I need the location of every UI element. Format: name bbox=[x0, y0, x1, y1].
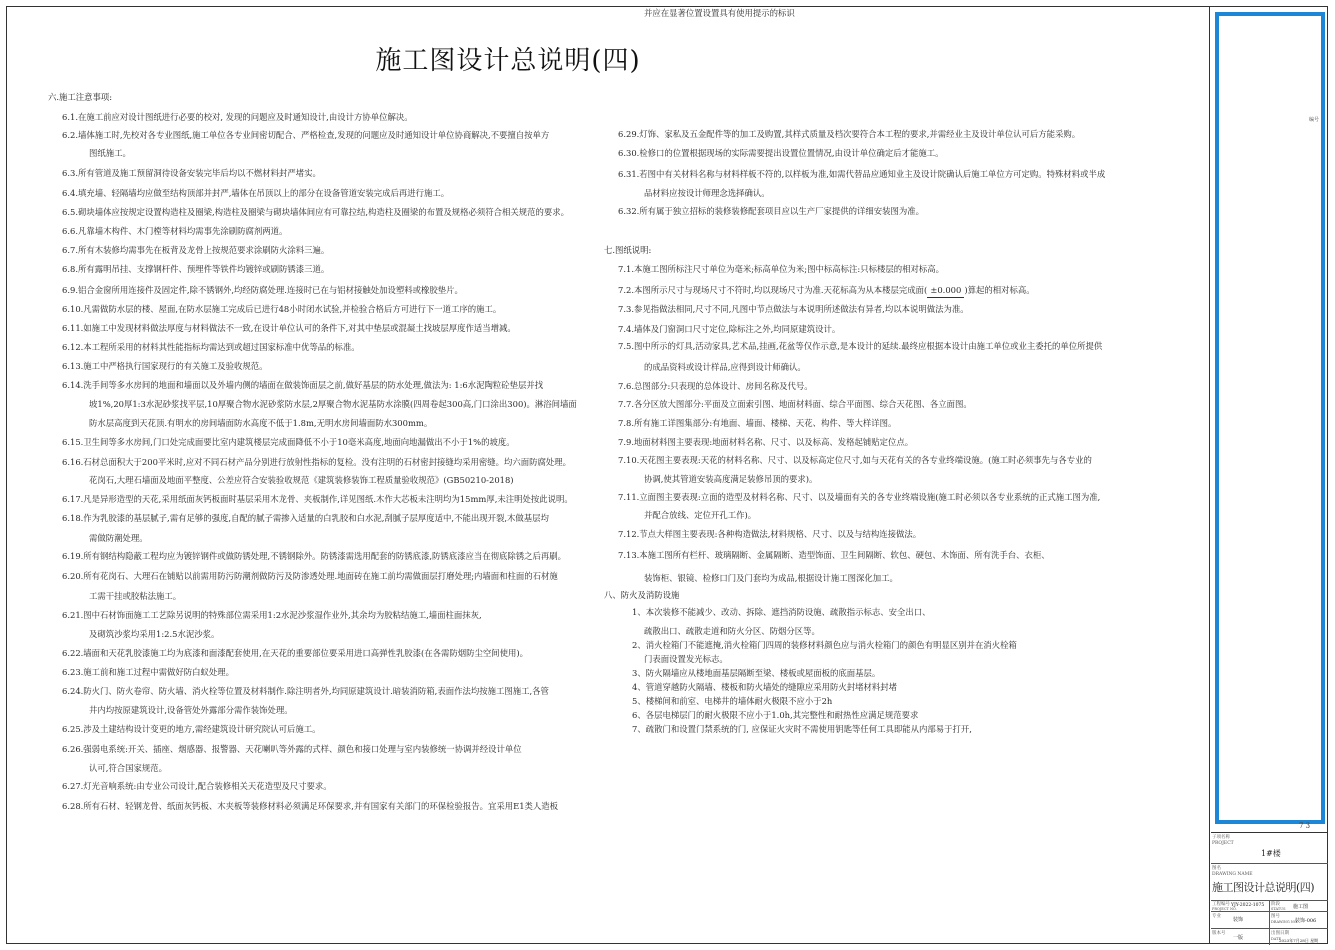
note-item: 6.27.灯光音响系统:由专业公司设计,配合装修相关天花造型及尺寸要求。 bbox=[62, 781, 332, 791]
note-continuation: 需做防潮处理。 bbox=[89, 533, 148, 543]
note-item: 7.1.本施工图所标注尺寸单位为毫米;标高单位为米;图中标高标注:只标楼层的相对标高。 bbox=[618, 264, 944, 274]
tb-drawing-title-label: 图名 bbox=[1212, 866, 1221, 871]
tb-date-label-en: DATE bbox=[1271, 937, 1282, 941]
note-continuation: 井内均按原建筑设计,设备管处外露部分需作装饰处理。 bbox=[89, 705, 293, 715]
tb-stage-value: 施工图 bbox=[1293, 904, 1309, 910]
note-item: 7.4.墙体及门窗洞口尺寸定位,除标注之外,均同原建筑设计。 bbox=[618, 324, 841, 334]
fire-note-item: 6、各层电梯层门的耐火极限不应小于1.0h,其完整性和耐热性应满足规范要求 bbox=[632, 710, 919, 720]
note-item: 6.24.防火门、防火卷帘、防火墙、消火栓等位置及材料制作.除注明者外,均同原建筑设计.暗装消防箱,表面作法均按施工图施工,各管 bbox=[62, 686, 549, 696]
fire-note-item: 1、本次装修不能减少、改动、拆除、遮挡消防设施、疏散指示标志、安全出口、 bbox=[632, 607, 931, 617]
sheet-title: 施工图设计总说明(四) bbox=[375, 46, 641, 76]
note-continuation: 装饰柜、银镜、检修口门及门套均为成品,根据设计施工图深化加工。 bbox=[644, 573, 898, 583]
note-continuation: 并配合放线、定位开孔工作)。 bbox=[644, 510, 757, 520]
note-item: 6.12.本工程所采用的材料其性能指标均需达到或超过国家标准中优等品的标准。 bbox=[62, 342, 360, 352]
fire-note-continuation: 并应在显著位置设置具有使用提示的标识 bbox=[644, 8, 795, 18]
note-item: 7.5.图中所示的灯具,活动家具,艺术品,挂画,花盆等仅作示意,是本设计的延续.最终应根据本设计由施工单位或业主委托的单位所提供 bbox=[618, 341, 1103, 351]
note-continuation: 防水层高度到天花顶.有明水的房间墙面防水高度不低于1.8m,无明水房间墙面防水300mm。 bbox=[89, 418, 433, 428]
note-item: 6.19.所有钢结构隐蔽工程均应为镀锌钢件或做防锈处理,不锈钢除外。防锈漆需选用配套的防锈底漆,防锈底漆应当在彻底除锈之后再刷。 bbox=[62, 551, 567, 561]
side-mark-label: 编号 bbox=[1309, 117, 1320, 123]
tb-drawing-no-value: 装饰-006 bbox=[1295, 918, 1317, 924]
note-continuation: 花岗石,大理石墙面及地面平整度、公差应符合安装验收规范《建筑装修装饰工程质量验收规范》(GB50210-2018) bbox=[89, 475, 514, 485]
tb-row-project bbox=[1211, 833, 1328, 864]
tb-discipline-value: 装饰 bbox=[1233, 917, 1244, 923]
fire-note-item: 4、管道穿越防火隔墙、楼板和防火墙处的缝隙应采用防火封堵材料封堵 bbox=[632, 682, 897, 692]
tb-drawing-title-label-en: DRAWING NAME bbox=[1212, 872, 1253, 877]
note-item: 6.11.如施工中发现材料做法厚度与材料做法不一致,在设计单位认可的条件下,对其中垫层或混凝土找坡层厚度作适当增减。 bbox=[62, 323, 516, 333]
note-item: 6.4.填充墙、轻隔墙均应做至结构顶部并封严,墙体在吊顶以上的部分在设备管道安装完成后再进行施工。 bbox=[62, 188, 450, 198]
tb-project-label: 子项名称 bbox=[1212, 835, 1230, 840]
tb-drawing-no-label: 图号 bbox=[1271, 914, 1280, 919]
tb-row-discipline bbox=[1211, 912, 1328, 929]
drawing-area bbox=[6, 6, 1210, 944]
note-item: 6.21.图中石材饰面施工工艺除另说明的特殊部位需采用1:2水泥沙浆湿作业外,其余均为胶粘结施工,墙面柱面抹灰, bbox=[62, 610, 482, 620]
tb-row-version bbox=[1211, 929, 1328, 945]
frame-mark: 7 3 bbox=[1299, 822, 1311, 830]
tb-project-no-label: 工程编号 bbox=[1212, 902, 1230, 907]
note-item: 6.25.涉及土建结构设计变更的地方,需经建筑设计研究院认可后施工。 bbox=[62, 724, 321, 734]
note-item: 7.6.总图部分:只表现的总体设计、房间名称及代号。 bbox=[618, 381, 813, 391]
tb-row-drawing-title bbox=[1211, 864, 1328, 901]
note-item: 6.5.砌块墙体应按规定设置构造柱及圈梁,构造柱及圈梁与砌块墙体间应有可靠拉结,构造柱及圈梁的布置及规格必须符合相关规范的要求。 bbox=[62, 207, 570, 217]
note-item: 6.6.凡靠墙木构件、木门樘等材料均需事先涂刷防腐剂两道。 bbox=[62, 226, 288, 236]
tb-version-label: 版本号 bbox=[1212, 931, 1226, 936]
fire-note-item: 5、楼梯间和前室、电梯井的墙体耐火极限不应小于2h bbox=[632, 696, 833, 706]
note-item-text: )算起的相对标高。 bbox=[964, 285, 1035, 295]
note-item: 6.30.检修口的位置根据现场的实际需要提出设置位置情况,由设计单位确定后才能施工。 bbox=[618, 148, 944, 158]
elevation-mark: ±0.000 bbox=[927, 283, 964, 298]
fire-note-item: 2、消火栓箱门不能遮掩,消火栓箱门四周的装修材料颜色应与消火栓箱门的颜色有明显区别并在消火栓箱 bbox=[632, 640, 1017, 650]
note-item: 6.29.灯饰、家私及五金配件等的加工及购置,其样式质量及档次要符合本工程的要求,并需经业主及设计单位认可后方能采购。 bbox=[618, 129, 1081, 139]
note-item: 6.10.凡需做防水层的楼、屋面,在防水层施工完成后已进行48小时闭水试验,并检验合格后方可进行下一道工序的施工。 bbox=[62, 304, 502, 314]
note-item: 6.32.所有属于独立招标的装修装修配套项目应以生产厂家提供的详细安装图为准。 bbox=[618, 206, 925, 216]
note-continuation: 认可,符合国家规范。 bbox=[89, 763, 168, 773]
note-item: 6.2.墙体施工时,先校对各专业图纸,施工单位各专业间密切配合、严格检查,发现的问题应及时通知设计单位协商解决,不要擅自按单方 bbox=[62, 130, 550, 140]
tb-date-value: 2023年7月28日 星期 bbox=[1279, 938, 1319, 943]
note-item: 6.14.洗手间等多水房间的地面和墙面以及外墙内侧的墙面在做装饰面层之前,做好基层的防水处理,做法为: 1:6水泥陶粒砼垫层并找 bbox=[62, 380, 544, 390]
tb-version-value: 一版 bbox=[1233, 935, 1244, 941]
title-block-panel bbox=[1211, 6, 1328, 944]
note-continuation: 图纸施工。 bbox=[89, 148, 131, 158]
viewport-frame[interactable] bbox=[1215, 12, 1325, 824]
tb-drawing-no-label-en: DRAWING NO. bbox=[1271, 920, 1298, 924]
tb-stage-label: 阶段 bbox=[1271, 902, 1280, 907]
note-continuation: 品材料应按设计师理念选择确认。 bbox=[644, 188, 770, 198]
tb-project-no-value: YJY-2022-1075 bbox=[1231, 903, 1265, 908]
note-continuation: 的成品资料或设计样品,应得到设计师确认。 bbox=[644, 362, 806, 372]
note-item: 6.13.施工中严格执行国家现行的有关施工及验收规范。 bbox=[62, 361, 268, 371]
section-heading: 八、防火及消防设施 bbox=[604, 590, 680, 600]
note-item: 6.23.施工前和施工过程中需做好防白蚁处理。 bbox=[62, 667, 235, 677]
note-continuation: 协调,使其管道安装高度满足装修吊顶的要求)。 bbox=[644, 474, 818, 484]
note-item: 6.28.所有石材、轻钢龙骨、纸面灰钙板、木夹板等装修材料必须满足环保要求,并有国家有关部门的环保检验报告。宜采用E1类人造板 bbox=[62, 801, 559, 811]
note-continuation: 工需干挂或胶粘法施工。 bbox=[89, 591, 182, 601]
tb-discipline-label: 专业 bbox=[1212, 914, 1221, 919]
title-block bbox=[1211, 832, 1328, 945]
fire-note-continuation: 门表面设置发光标志。 bbox=[644, 654, 728, 664]
tb-stage-label-en: STATUS bbox=[1271, 907, 1286, 911]
note-item: 7.8.所有施工详图集部分:有地面、墙面、楼梯、天花、构件、等大样详图。 bbox=[618, 418, 897, 428]
note-item-text: 7.2.本图所示尺寸与现场尺寸不符时,均以现场尺寸为准.天花标高为从本楼层完成面( bbox=[618, 285, 928, 295]
tb-project-no-label-en: PROJECT NO. bbox=[1212, 907, 1237, 911]
note-item: 6.16.石材总面积大于200平米时,应对不同石材产品分别进行放射性指标的复检。没有注明的石材密封接缝均采用密缝。均六面防腐处理。 bbox=[62, 457, 571, 467]
tb-row-project-no bbox=[1211, 901, 1328, 912]
tb-drawing-title-value: 施工图设计总说明(四) bbox=[1212, 881, 1315, 894]
note-continuation: 及砌筑沙浆均采用1:2.5水泥沙浆。 bbox=[89, 629, 220, 639]
note-item bbox=[618, 283, 1035, 298]
note-item: 6.22.墙面和天花乳胶漆施工均为底漆和面漆配套使用,在天花的重要部位要采用进口高弹性乳胶漆(在各需防烟防尘空间使用)。 bbox=[62, 648, 529, 658]
fire-note-item: 7、疏散门和设置门禁系统的门, 应保证火灾时不需使用钥匙等任何工具即能从内部易于打开, bbox=[632, 724, 972, 734]
note-item: 6.3.所有管道及施工预留洞待设备安装完毕后均以不燃材料封严堵实。 bbox=[62, 168, 321, 178]
note-item: 6.17.凡是异形造型的天花,采用纸面灰钙板面时基层采用木龙骨、夹板制作,详见图纸.木作大芯板未注明均为15mm厚,未注明处按此说明。 bbox=[62, 494, 573, 504]
note-item: 6.20.所有花岗石、大理石在铺贴以前需用防污防潮剂做防污及防渗透处理.地面砖在施工前均需做面层打磨处理;内墙面和柱面的石材施 bbox=[62, 571, 558, 581]
note-item: 7.9.地面材料图主要表现:地面材料名称、尺寸、以及标高、发格起铺贴定位点。 bbox=[618, 437, 914, 447]
note-item: 6.9.铝合金窗所用连接件及固定件,除不锈钢外,均经防腐处理.连接时已在与铝材接触处加设塑料或橡胶垫片。 bbox=[62, 285, 463, 295]
section-heading: 七.图纸说明: bbox=[604, 245, 652, 255]
note-item: 7.13.本施工图所有栏杆、玻璃隔断、金属隔断、造型饰面、卫生间隔断、软包、硬包、木饰面、所有洗手台、衣柜、 bbox=[618, 550, 1050, 560]
note-continuation: 坡1%,20厚1:3水泥砂浆找平层,10厚聚合物水泥砂浆防水层,2厚聚合物水泥基防水涂膜(四周卷起300高,门口涂出300)。淋浴间墙面 bbox=[89, 399, 577, 409]
note-item: 7.10.天花图主要表现:天花的材料名称、尺寸、以及标高定位尺寸,如与天花有关的各专业终端设施。(施工时必须事先与各专业的 bbox=[618, 455, 1092, 465]
tb-project-value: 1#楼 bbox=[1261, 849, 1281, 858]
note-item: 6.26.强弱电系统:开关、插座、烟感器、报警器、天花喇叭等外露的式样、颜色和接口处理与室内装修统一协调并经设计单位 bbox=[62, 744, 522, 754]
note-item: 6.15.卫生间等多水房间,门口处完成面要比室内建筑楼层完成面降低不小于10毫米高度,地面向地漏做出不小于1%的坡度。 bbox=[62, 437, 515, 447]
tb-project-label-en: PROJECT bbox=[1212, 841, 1234, 846]
note-item: 7.7.各分区放大图部分:平面及立面索引图、地面材料面、综合平面图、综合天花图、各立面图。 bbox=[618, 399, 972, 409]
note-item: 7.3.参见指做法相同,尺寸不同,凡图中节点做法与本说明所述做法有异者,均以本说明做法为准。 bbox=[618, 304, 969, 314]
note-item: 7.12.节点大样图主要表现:各种构造做法,材料规格、尺寸、以及与结构连接做法。 bbox=[618, 529, 922, 539]
note-item: 6.8.所有露明吊挂、支撑钢杆件、预埋件等铁件均镀锌或刷防锈漆三道。 bbox=[62, 264, 330, 274]
note-item: 6.7.所有木装修均需事先在板背及龙骨上按规范要求涂刷防火涂料三遍。 bbox=[62, 245, 330, 255]
section-heading: 六.施工注意事项: bbox=[48, 92, 113, 102]
note-item: 6.1.在施工前应对设计图纸进行必要的校对, 发现的问题应及时通知设计,由设计方协单位解决。 bbox=[62, 112, 413, 122]
note-item: 7.11.立面图主要表现:立面的造型及材料名称、尺寸、以及墙面有关的各专业终端设施(施工时必须以各专业系统的正式施工图为准, bbox=[618, 492, 1101, 502]
tb-date-label: 出图日期 bbox=[1271, 931, 1289, 936]
fire-note-continuation: 疏散出口、疏散走道和防火分区、防烟分区等。 bbox=[644, 626, 820, 636]
fire-note-item: 3、防火隔墙应从楼地面基层隔断至梁、楼板或屋面板的底面基层。 bbox=[632, 668, 881, 678]
note-item: 6.31.若图中有关材料名称与材料样板不符的,以样板为准,如需代替品应通知业主及设计院确认后施工单位方可定购。特殊材料或半成 bbox=[618, 169, 1106, 179]
note-item: 6.18.作为乳胶漆的基层腻子,需有足够的强度,自配的腻子需掺入适量的白乳胶和白水泥,刮腻子层厚度适中,不能出现开裂,木做基层均 bbox=[62, 513, 549, 523]
